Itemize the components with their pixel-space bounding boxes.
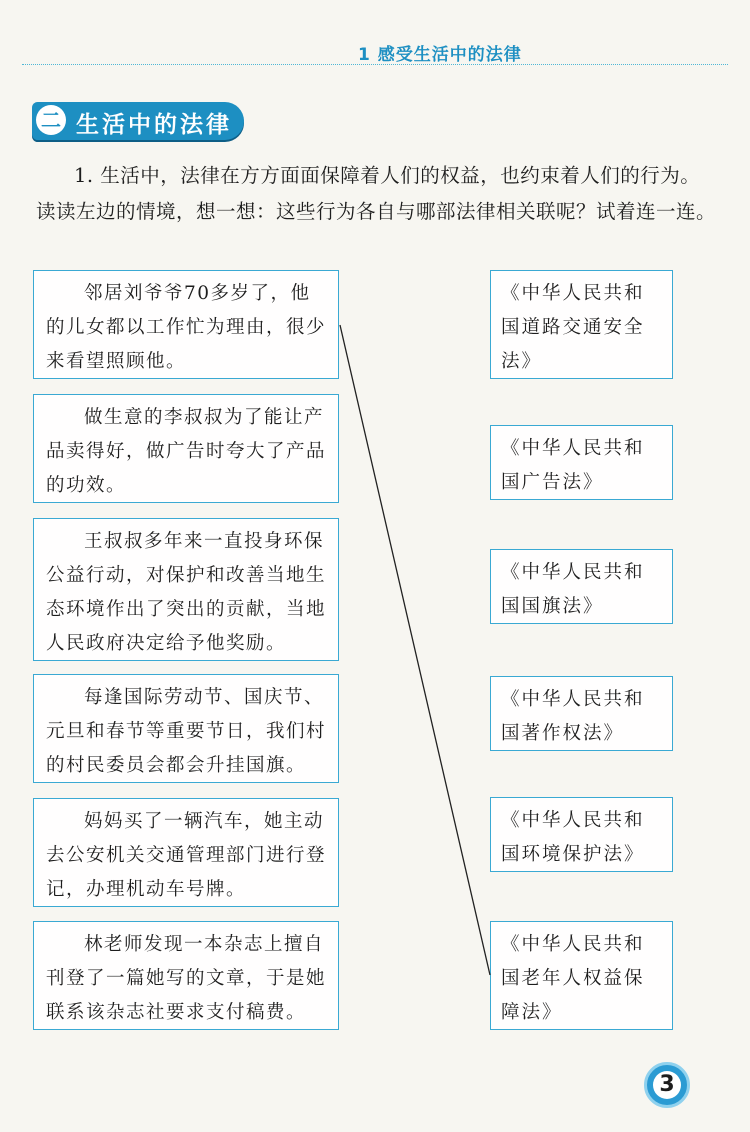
connection-line-elderly — [340, 325, 490, 975]
scenario-box-3[interactable]: 王叔叔多年来一直投身环保公益行动，对保护和改善当地生态环境作出了突出的贡献，当地人民政府决定给予他奖励。 — [33, 518, 339, 661]
page-number-badge — [644, 1062, 690, 1108]
scenario-box-1[interactable]: 邻居刘爷爷70多岁了，他的儿女都以工作忙为理由，很少来看望照顾他。 — [33, 270, 339, 379]
scenario-box-6[interactable]: 林老师发现一本杂志上擅自刊登了一篇她写的文章，于是她联系该杂志社要求支付稿费。 — [33, 921, 339, 1030]
section-title: 生活中的法律 — [76, 112, 232, 138]
section-number-badge: 二 — [36, 105, 66, 135]
law-box-advertising[interactable]: 《中华人民共和国广告法》 — [490, 425, 673, 500]
page-number: 3 — [653, 1071, 681, 1099]
law-box-national-flag[interactable]: 《中华人民共和国国旗法》 — [490, 549, 673, 624]
running-header — [22, 38, 728, 65]
section-heading — [32, 102, 244, 140]
scenario-box-2[interactable]: 做生意的李叔叔为了能让产品卖得好，做广告时夸大了产品的功效。 — [33, 394, 339, 503]
law-box-elderly-rights[interactable]: 《中华人民共和国老年人权益保障法》 — [490, 921, 673, 1030]
law-box-copyright[interactable]: 《中华人民共和国著作权法》 — [490, 676, 673, 751]
scenario-box-5[interactable]: 妈妈买了一辆汽车，她主动去公安机关交通管理部门进行登记，办理机动车号牌。 — [33, 798, 339, 907]
exercise-instruction: 1. 生活中，法律在方方面面保障着人们的权益，也约束着人们的行为。读读左边的情境，想一想：这些行为各自与哪部法律相关联呢？试着连一连。 — [36, 164, 717, 223]
law-box-road-traffic[interactable]: 《中华人民共和国道路交通安全法》 — [490, 270, 673, 379]
law-box-environmental-protection[interactable]: 《中华人民共和国环境保护法》 — [490, 797, 673, 872]
header-title: 1 感受生活中的法律 — [358, 45, 522, 65]
scenario-box-4[interactable]: 每逢国际劳动节、国庆节、元旦和春节等重要节日，我们村的村民委员会都会升挂国旗。 — [33, 674, 339, 783]
